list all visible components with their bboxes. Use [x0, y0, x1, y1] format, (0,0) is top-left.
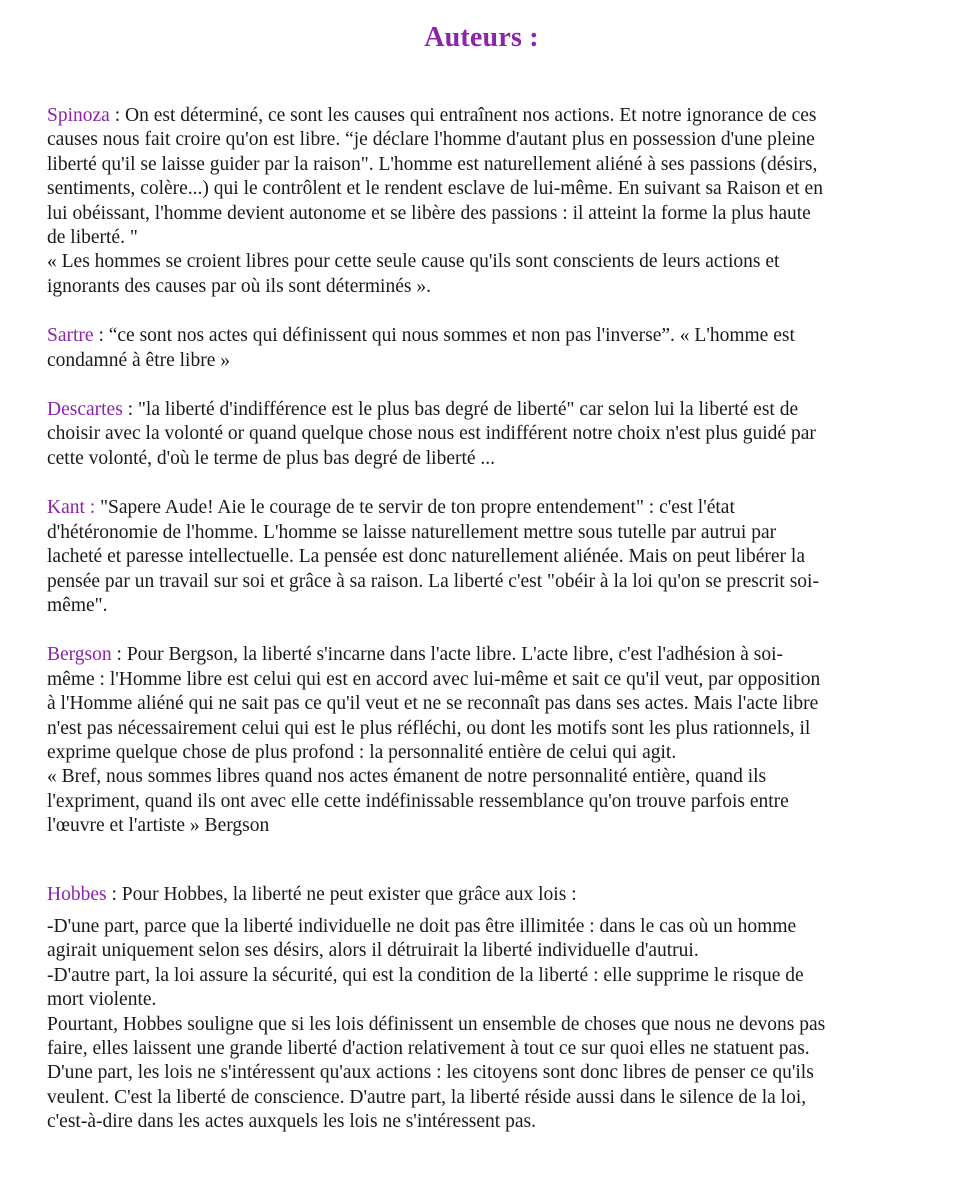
entry-text: "Sapere Aude! Aie le courage de te servir de ton propre entendement" : c'est l'état: [95, 497, 735, 519]
entry-line: lui obéissant, l'homme devient autonome et se libère des passions : il atteint la forme la plus haute: [47, 202, 811, 224]
entry-line: lacheté et paresse intellectuelle. La pensée est donc naturellement aliénée. Mais on peut libérer la: [47, 546, 805, 568]
entry-line: veulent. C'est la liberté de conscience. D'autre part, la liberté réside aussi dans le silence de la loi,: [47, 1086, 807, 1108]
entry-line: causes nous fait croire qu'on est libre. “je déclare l'homme d'autant plus en possession d'une pleine: [47, 129, 815, 151]
entry-kant: [47, 496, 916, 618]
quote-line: « Les hommes se croient libres pour cette seule cause qu'ils sont conscients de leurs actions et: [47, 251, 780, 273]
entry-descartes: [47, 398, 916, 471]
entry-line: -D'autre part, la loi assure la sécurité, qui est la condition de la liberté : elle supprime le risque de: [47, 964, 804, 986]
author-name: Descartes: [47, 399, 123, 421]
entry-text: : "la liberté d'indifférence est le plus bas degré de liberté" car selon lui la liberté est de: [122, 399, 799, 421]
entry-first-line: [47, 883, 916, 907]
entry-first-line: [47, 324, 916, 348]
entry-line: D'une part, les lois ne s'intéressent qu'aux actions : les citoyens sont donc libres de penser ce qu'ils: [47, 1062, 814, 1084]
quote-line: « Bref, nous sommes libres quand nos actes émanent de notre personnalité entière, quand ils: [47, 766, 767, 788]
entry-text: : Pour Hobbes, la liberté ne peut exister que grâce aux lois :: [106, 883, 577, 905]
quote-line: l'œuvre et l'artiste » Bergson: [47, 815, 270, 837]
quote-line: ignorants des causes par où ils sont déterminés ».: [47, 275, 431, 297]
entry-line: liberté qu'il se laisse guider par la raison". L'homme est naturellement aliéné à ses passions (désirs,: [47, 153, 818, 175]
entry-line: c'est-à-dire dans les actes auxquels les lois ne s'intéressent pas.: [47, 1111, 536, 1133]
entry-line: même : l'Homme libre est celui qui est en accord avec lui-même et sait ce qu'il veut, par opposition: [47, 668, 821, 690]
entry-text: : Pour Bergson, la liberté s'incarne dans l'acte libre. L'acte libre, c'est l'adhésion à soi-: [111, 644, 783, 666]
entry-sartre: [47, 324, 916, 373]
entry-line: mort violente.: [47, 989, 157, 1011]
entry-hobbes: [47, 883, 916, 1135]
entry-first-line: [47, 643, 916, 667]
author-name: Hobbes: [47, 883, 107, 905]
author-name: Bergson: [47, 644, 112, 666]
author-name: Sartre: [47, 325, 94, 347]
entry-first-line: [47, 398, 916, 422]
entry-line: n'est pas nécessairement celui qui est le plus réfléchi, ou dont les motifs sont les plus rationnels, il: [47, 717, 811, 739]
entry-line: d'hétéronomie de l'homme. L'homme se laisse naturellement mettre sous tutelle par autrui par: [47, 521, 777, 543]
entry-text: : On est déterminé, ce sont les causes qui entraînent nos actions. Et notre ignorance de ces: [109, 105, 817, 126]
quote-line: l'expriment, quand ils ont avec elle cette indéfinissable ressemblance qu'on trouve parfois entre: [47, 790, 789, 812]
entry-line: pensée par un travail sur soi et grâce à sa raison. La liberté c'est "obéir à la loi qu'on se prescrit soi-: [47, 570, 819, 592]
entry-line: -D'une part, parce que la liberté individuelle ne doit pas être illimitée : dans le cas où un homme: [47, 915, 797, 937]
author-name: Spinoza: [47, 105, 110, 126]
entry-spinoza: [47, 104, 916, 299]
entry-line: de liberté. ": [47, 227, 138, 249]
entry-line: choisir avec la volonté or quand quelque chose nous est indifférent notre choix n'est plus guidé par: [47, 423, 816, 445]
entry-line: exprime quelque chose de plus profond : la personnalité entière de celui qui agit.: [47, 741, 677, 763]
entry-line: sentiments, colère...) qui le contrôlent et le rendent esclave de lui-même. En suivant sa Raison et en: [47, 178, 823, 200]
entry-first-line: [47, 104, 916, 128]
entry-line: agirait uniquement selon ses désirs, alors il détruirait la liberté individuelle d'autrui.: [47, 940, 699, 962]
entry-line: cette volonté, d'où le terme de plus bas degré de liberté ...: [47, 447, 496, 469]
entry-text: : “ce sont nos actes qui définissent qui nous sommes et non pas l'inverse”. « L'homme est: [93, 325, 795, 347]
entry-line: Pourtant, Hobbes souligne que si les lois définissent un ensemble de choses que nous ne devons pas: [47, 1013, 826, 1035]
entry-line: condamné à être libre »: [47, 349, 230, 371]
entry-line: à l'Homme aliéné qui ne sait pas ce qu'il veut et ne se reconnaît pas dans ses actes. Mais l'acte libre: [47, 693, 819, 715]
entry-line: même".: [47, 594, 108, 616]
entry-line: faire, elles laissent une grande liberté d'action relativement à tout ce sur quoi elles ne statuent pas.: [47, 1038, 810, 1059]
author-name: Kant :: [47, 497, 96, 519]
entry-first-line: [47, 496, 916, 520]
page-title: Auteurs :: [424, 22, 539, 53]
entry-bergson: [47, 643, 916, 838]
